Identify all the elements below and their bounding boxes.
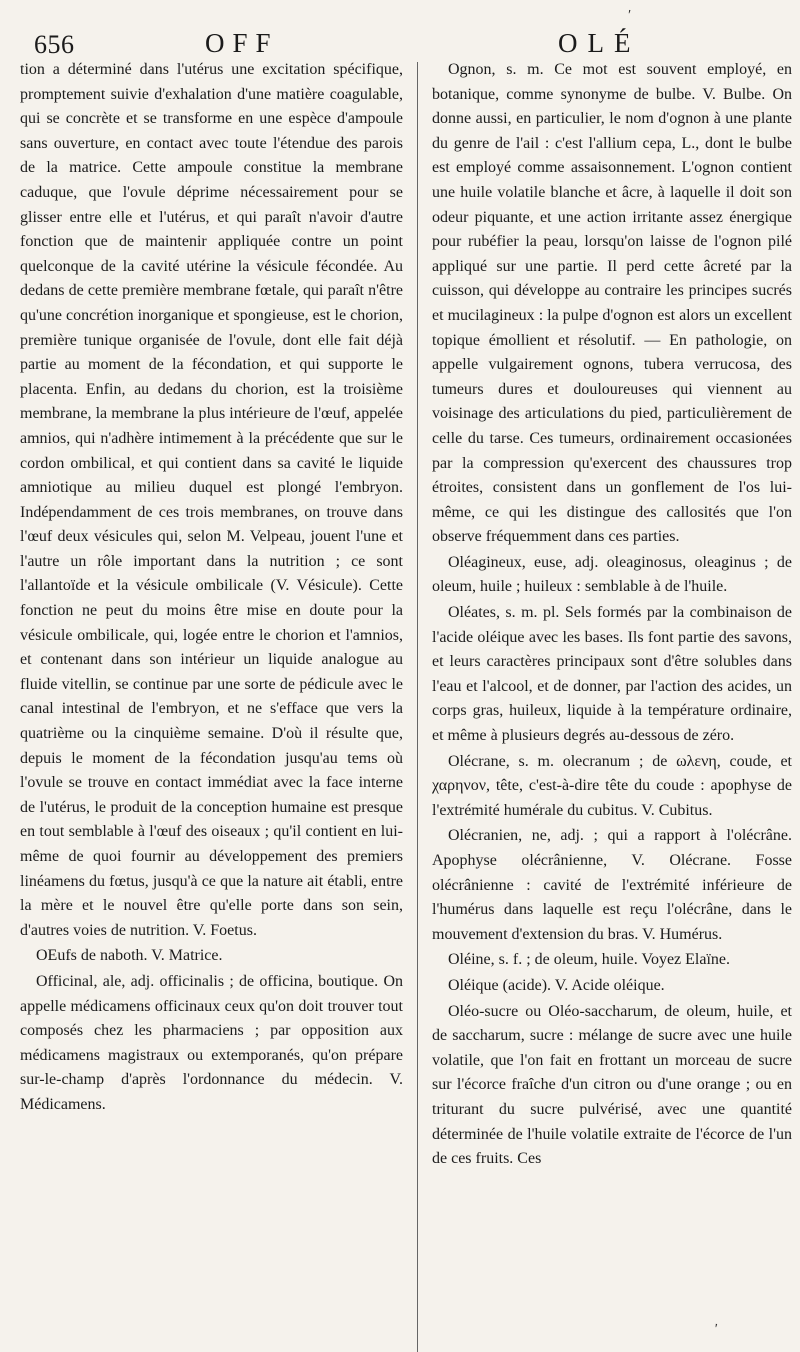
right-column — [432, 58, 792, 1348]
page-number: 656 — [34, 30, 75, 59]
running-head-right: OLÉ — [558, 28, 641, 58]
paragraph-left-1: tion a déterminé dans l'utérus une excitation spécifique, promptement suivie d'exhalation d'une matière coagulable, qui se concrète et se transforme en une espèce d'ampoule sans ouverture, en contact avec toute l'étendue des parois de la matrice. Cette ampoule constitue la membrane caduque, que l'ovule déprime nécessairement pour se glisser entre elle et l'utérus, et qui paraît n'avoir d'autre fonction que de maintenir appliquée contre un point quelconque de la cavité utérine la vésicule fécondée. Au dedans de cette première membrane fœtale, qui paraît n'être qu'une concrétion inorganique et spongieuse, est le chorion, première tunique organisée de l'ovule, dont elle fait déjà partie au moment de la fécondation, et qui supporte le placenta. Enfin, au dedans du chorion, est la troisième membrane, la membrane la plus intérieure de l'œuf, appelée amnios, qui n'adhère intimement à la précédente que sur le cordon ombilical, et qui contient dans sa cavité le liquide amniotique au milieu duquel est plongé l'embryon. Indépendamment de ces trois membranes, on trouve dans l'œuf deux vésicules qui, selon M. Velpeau, jouent l'une et l'autre un rôle important dans la nutrition ; ce sont l'allantoïde et la vésicule ombilicale (V. Vésicule). Cette fonction ne peut du moins être mise en doute pour la vésicule ombilicale, qui, logée entre le chorion et l'amnios, et contenant dans son intérieur un liquide analogue au fluide vitellin, se continue par une sorte de pédicule avec le canal intestinal de l'embryon, et ne s'efface que vers la quatrième ou la cinquième semaine. D'où il résulte que, depuis le moment de la fécondation jusqu'au tems où l'ovule se trouve en contact immédiat avec la face interne de l'utérus, le produit de la conception humaine est presque en tout semblable à l'œuf des oiseaux ; qu'il contient en lui-même de quoi fournir au développement des premiers linéamens du fœtus, jusqu'à ce que la nature ait établi, entre la mère et le nouvel être qu'elle porte dans son sein, d'autres voies de nutrition. V. Foetus. — [20, 61, 403, 939]
page-header — [20, 18, 772, 58]
two-column-text — [20, 58, 792, 1348]
paragraph-right-3: Oléates, s. m. pl. Sels formés par la combinaison de l'acide oléique avec les bases. Ils font partie des savons, et leurs caractères principaux sont d'être solubles dans l'eau et l'alcool, et de donner, par l'action des acides, un corps gras, huileux, liquide à la température ordinaire, et même à plusieurs degrés au-dessous de zéro. — [432, 604, 792, 745]
left-column — [20, 58, 403, 1348]
paragraph-left-2: OEufs de naboth. V. Matrice. — [36, 947, 223, 965]
running-head-left: OFF — [205, 28, 279, 58]
column-divider — [417, 62, 418, 1352]
paragraph-right-2: Oléagineux, euse, adj. oleaginosus, oleaginus ; de oleum, huile ; huileux : semblable à de l'huile. — [432, 553, 792, 596]
paragraph-right-7: Oléique (acide). V. Acide oléique. — [448, 976, 665, 994]
paragraph-right-6: Oléine, s. f. ; de oleum, huile. Voyez Elaïne. — [448, 951, 731, 969]
paragraph-right-1: Ognon, s. m. Ce mot est souvent employé, en botanique, comme synonyme de bulbe. V. Bulbe. On donne aussi, en particulier, le nom d'ognon à une plante du genre de l'ail : c'est l'allium cepa, L., dont le bulbe est employé comme assaisonnement. L'ognon contient une huile volatile blanche et âcre, à laquelle il doit son odeur piquante, et une action irritante assez énergique pour rubéfier la peau, lorsqu'on laisse de l'ognon pilé appliqué sur une partie. Il perd cette âcreté par la cuisson, qui développe au contraire les principes sucrés et mucilagineux : la pulpe d'ognon est alors un excellent topique émollient et résolutif. — En pathologie, on appelle vulgairement ognons, tubera verrucosa, des tumeurs dures et douloureuses qui viennent au voisinage des articulations du pied, particulièrement de celle du tarse. Ces tumeurs, ordinairement occasionées par la compression qu'exercent des chaussures trop étroites, consistent dans un gonflement de l'os lui-même, ce qui les distingue des callosités que l'on observe fréquemment dans ces parties. — [432, 61, 792, 546]
paragraph-right-8: Oléo-sucre ou Oléo-saccharum, de oleum, huile, et de saccharum, sucre : mélange de sucre avec une huile volatile, que l'on fait en frottant un morceau de sucre sur l'écorce fraîche d'un citron ou d'une orange ; ou en triturant du sucre pulvérisé, avec une quantité déterminée de l'huile volatile extraite de l'écorce de l'un de ces fruits. Ces — [432, 1002, 792, 1168]
stray-mark-bottom: ' — [712, 1321, 719, 1338]
paragraph-right-4: Olécrane, s. m. olecranum ; de ωλενη, coude, et χαρηνον, tête, c'est-à-dire tête du coude : apophyse de l'extrémité humérale du cubitus. V. Cubitus. — [432, 752, 792, 819]
stray-mark-top: ' — [625, 7, 632, 24]
paragraph-right-5: Olécranien, ne, adj. ; qui a rapport à l'olécrâne. Apophyse olécrânienne, V. Olécrane. Fosse olécrânienne : cavité de l'extrémité inférieure de l'humérus dans laquelle est reçu l'olécrâne, dans le mouvement d'extension du bras. V. Humérus. — [432, 827, 792, 943]
paragraph-left-3: Officinal, ale, adj. officinalis ; de officina, boutique. On appelle médicamens officinaux ceux qu'on doit trouver tout composés chez les pharmaciens ; par opposition aux médicamens magistraux ou extemporanés, qu'on prépare sur-le-champ d'après l'ordonnance du médecin. V. Médicamens. — [20, 972, 403, 1113]
